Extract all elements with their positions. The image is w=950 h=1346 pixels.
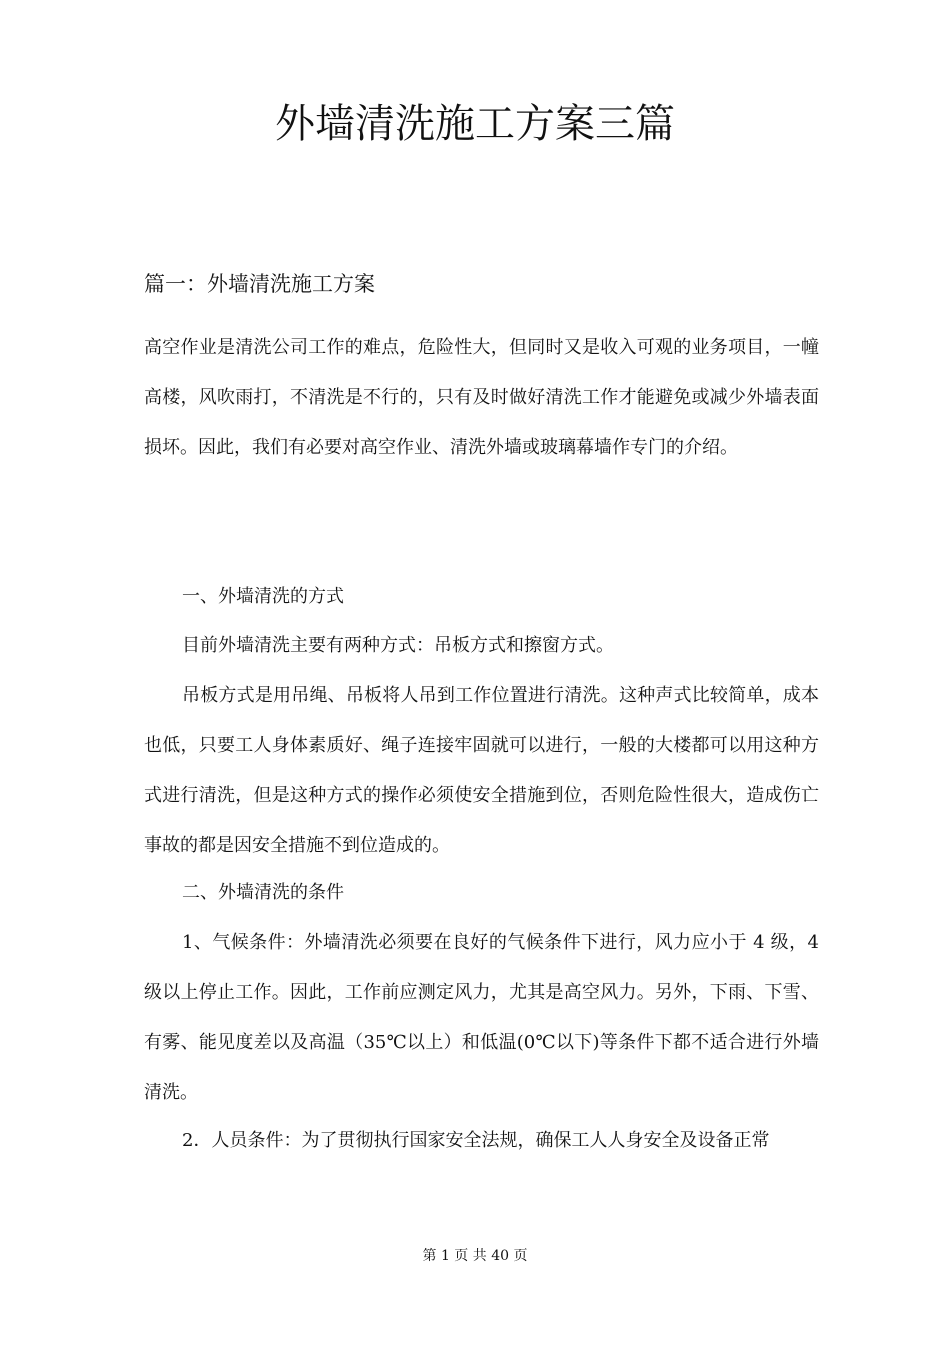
paragraph-hanging-board: 吊板方式是用吊绳、吊板将人吊到工作位置进行清洗。这种声式比较简单，成本也低，只要工人身体素质好、绳子连接牢固就可以进行，一般的大楼都可以用这种方式进行清洗，但是这种方式的操作必须使安全措施到位，否则危险性很大，造成伤亡事故的都是因安全措施不到位造成的。: [144, 685, 819, 856]
heading-conditions: 二、外墙清洗的条件: [182, 882, 344, 903]
section-title: 篇一：外墙清洗施工方案: [144, 272, 375, 296]
paragraph-weather-conditions: 1、气候条件：外墙清洗必须要在良好的气候条件下进行，风力应小于 4 级，4 级以上停止工作。因此，工作前应测定风力，尤其是高空风力。另外，下雨、下雪、有雾、能见度差以及高温（35℃以上）和低温(0℃以下)等条件下都不适合进行外墙清洗。: [144, 932, 819, 1103]
page-footer: 第 1 页 共 40 页: [422, 1248, 528, 1264]
intro-paragraph: 高空作业是清洗公司工作的难点，危险性大，但同时又是收入可观的业务项目，一幢高楼，风吹雨打，不清洗是不行的，只有及时做好清洗工作才能避免或减少外墙表面损坏。因此，我们有必要对高空作业、清洗外墙或玻璃幕墙作专门的介绍。: [144, 337, 819, 458]
paragraph-personnel-conditions: 2．人员条件：为了贯彻执行国家安全法规，确保工人人身安全及设备正常: [182, 1130, 770, 1151]
page-title: 外墙清洗施工方案三篇: [275, 101, 675, 147]
paragraph-methods: 目前外墙清洗主要有两种方式：吊板方式和擦窗方式。: [182, 635, 614, 656]
heading-methods: 一、外墙清洗的方式: [182, 586, 344, 607]
